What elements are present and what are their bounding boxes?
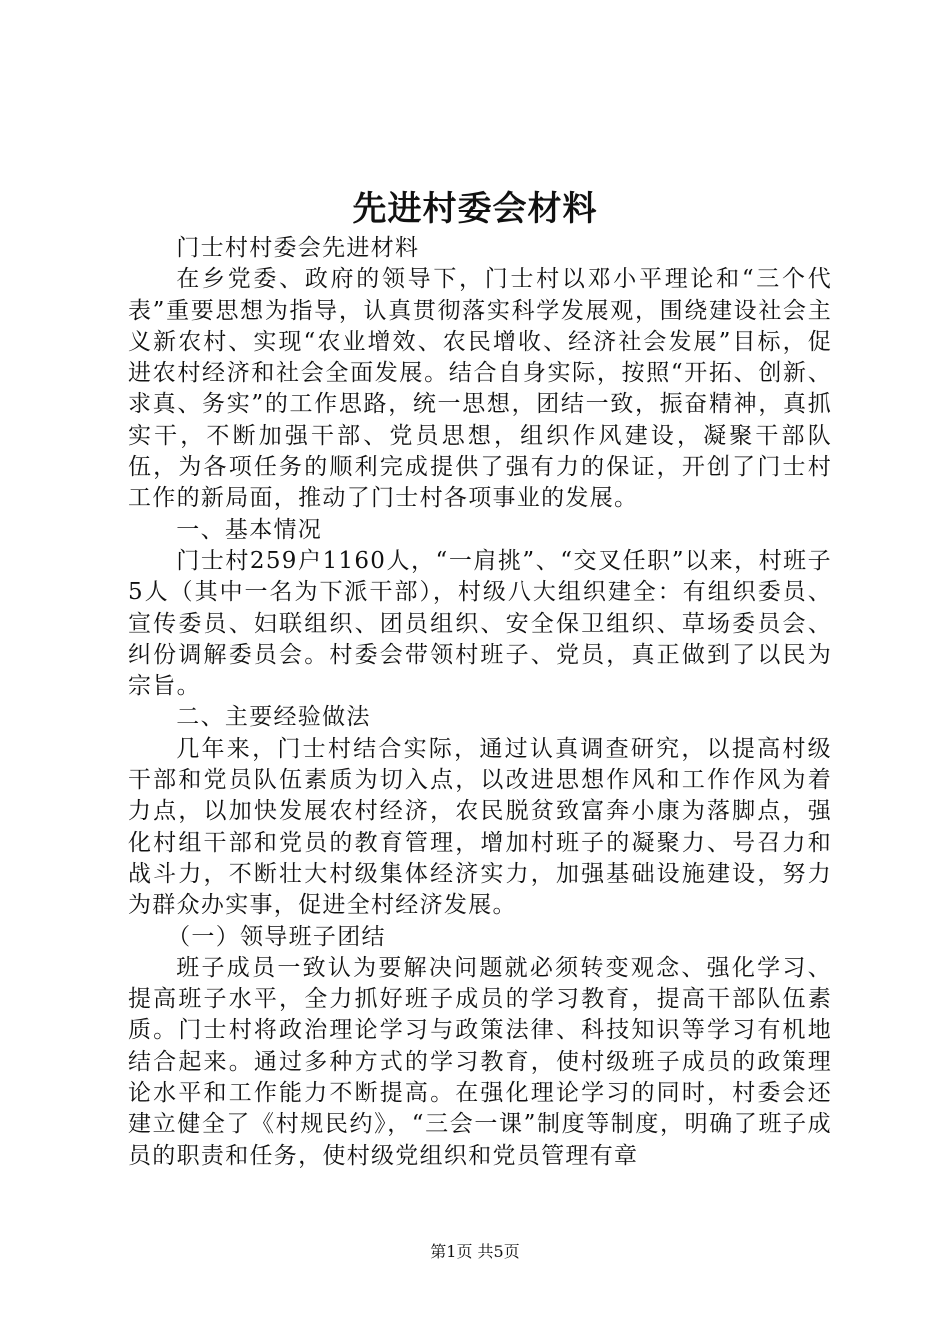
paragraph-leadership: 班子成员一致认为要解决问题就必须转变观念、强化学习、提高班子水平，全力抓好班子成员的学习教育，提高干部队伍素质。门士村将政治理论学习与政策法律、科技知识等学习有机地结合起来。通过多种方式的学习教育，使村级班子成员的政策理论水平和工作能力不断提高。在强化理论学习的同时，村委会还建立健全了《村规民约》，“三会一课”制度等制度，明确了班子成员的职责和任务，使村级党组织和党员管理有章 [128,954,832,1169]
paragraph-basic: 门士村259户1160人，“一肩挑”、“交叉任职”以来，村班子5人（其中一名为下派干部），村级八大组织建全：有组织委员、宣传委员、妇联组织、团员组织、安全保卫组织、草场委员会、纠份调解委员会。村委会带领村班子、党员，真正做到了以民为宗旨。 [128,547,832,700]
page-footer: 第1页 共5页 [430,1242,520,1261]
paragraph-experience: 几年来，门士村结合实际，通过认真调查研究，以提高村级干部和党员队伍素质为切入点，以改进思想作风和工作作风为着力点，以加快发展农村经济，农民脱贫致富奔小康为落脚点，强化村组干部和党员的教育管理，增加村班子的凝聚力、号召力和战斗力，不断壮大村级集体经济实力，加强基础设施建设，努力为群众办实事，促进全村经济发展。 [128,735,832,919]
section-heading-basic: 一、基本情况 [176,516,323,543]
subsection-heading-leadership: （一）领导班子团结 [167,923,386,950]
paragraph-subtitle: 门士村村委会先进材料 [176,235,420,261]
document-title: 先进村委会材料 [352,189,598,229]
paragraph-intro: 在乡党委、政府的领导下，门士村以邓小平理论和“三个代表”重要思想为指导，认真贯彻落实科学发展观，围绕建设社会主义新农村、实现“农业增效、农民增收、经济社会发展”目标，促进农村经济和社会全面发展。结合自身实际，按照“开拓、创新、求真、务实”的工作思路，统一思想，团结一致，振奋精神，真抓实干，不断加强干部、党员思想，组织作风建设，凝聚干部队伍，为各项任务的顺利完成提供了强有力的保证，开创了门士村工作的新局面，推动了门士村各项事业的发展。 [128,266,832,512]
document-body [128,233,832,1172]
section-heading-experience: 二、主要经验做法 [176,704,371,731]
